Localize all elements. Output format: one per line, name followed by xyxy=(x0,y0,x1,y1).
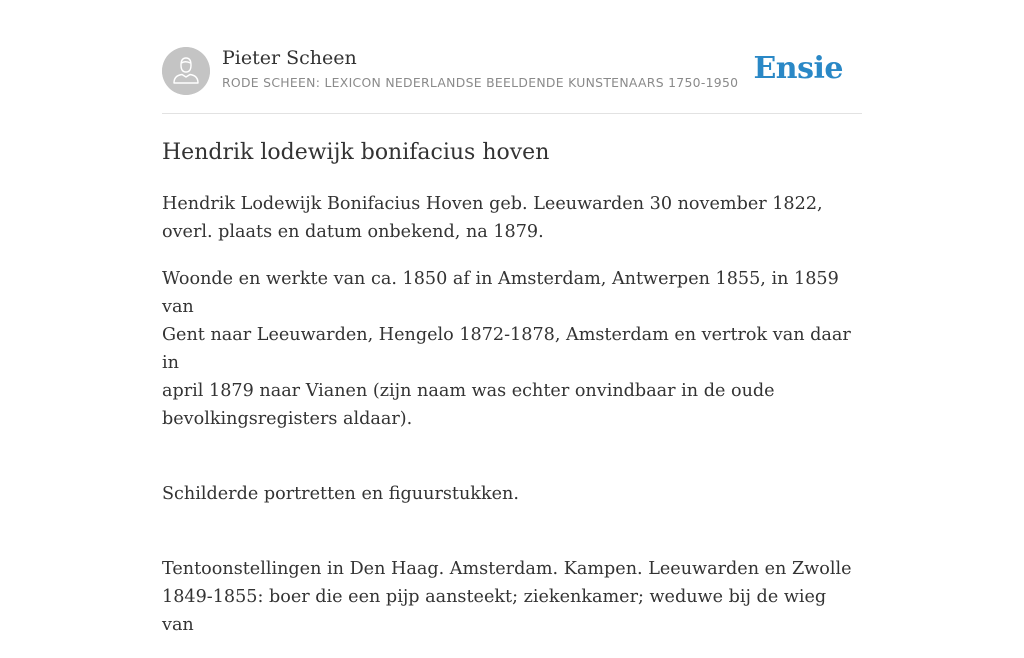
paragraph-line: bevolkingsregisters aldaar). xyxy=(162,409,413,429)
paragraph-exhibitions xyxy=(162,555,862,639)
article-container xyxy=(162,0,862,635)
spacer xyxy=(162,452,862,480)
avatar[interactable] xyxy=(162,47,210,95)
spacer xyxy=(162,527,862,555)
source-label[interactable]: RODE SCHEEN: LEXICON NEDERLANDSE BEELDENDE KUNSTENAARS 1750-1950 xyxy=(222,75,739,90)
paragraph-line: april 1879 naar Vianen (zijn naam was echter onvindbaar in de oude xyxy=(162,381,775,401)
paragraph-line: 1849-1855: boer die een pijp aansteekt; ziekenkamer; weduwe bij de wieg van xyxy=(162,587,827,635)
article-title: Hendrik lodewijk bonifacius hoven xyxy=(162,140,550,165)
paragraph-line: Gent naar Leeuwarden, Hengelo 1872-1878, Amsterdam en vertrok van daar in xyxy=(162,325,851,373)
paragraph-line: Woonde en werkte van ca. 1850 af in Amsterdam, Antwerpen 1855, in 1859 van xyxy=(162,269,839,317)
ensie-logo[interactable]: Ensie xyxy=(753,51,843,86)
paragraph-birth: Hendrik Lodewijk Bonifacius Hoven geb. Leeuwarden 30 november 1822, overl. plaats en datum onbekend, na 1879. xyxy=(162,194,823,242)
paragraph-work: Schilderde portretten en figuurstukken. xyxy=(162,484,519,504)
paragraph-residence xyxy=(162,265,862,433)
article-body xyxy=(162,190,862,658)
paragraph-line: Tentoonstellingen in Den Haag. Amsterdam. Kampen. Leeuwarden en Zwolle xyxy=(162,559,852,579)
user-icon xyxy=(162,47,210,95)
author-name[interactable]: Pieter Scheen xyxy=(222,47,357,69)
article-header xyxy=(162,0,862,114)
